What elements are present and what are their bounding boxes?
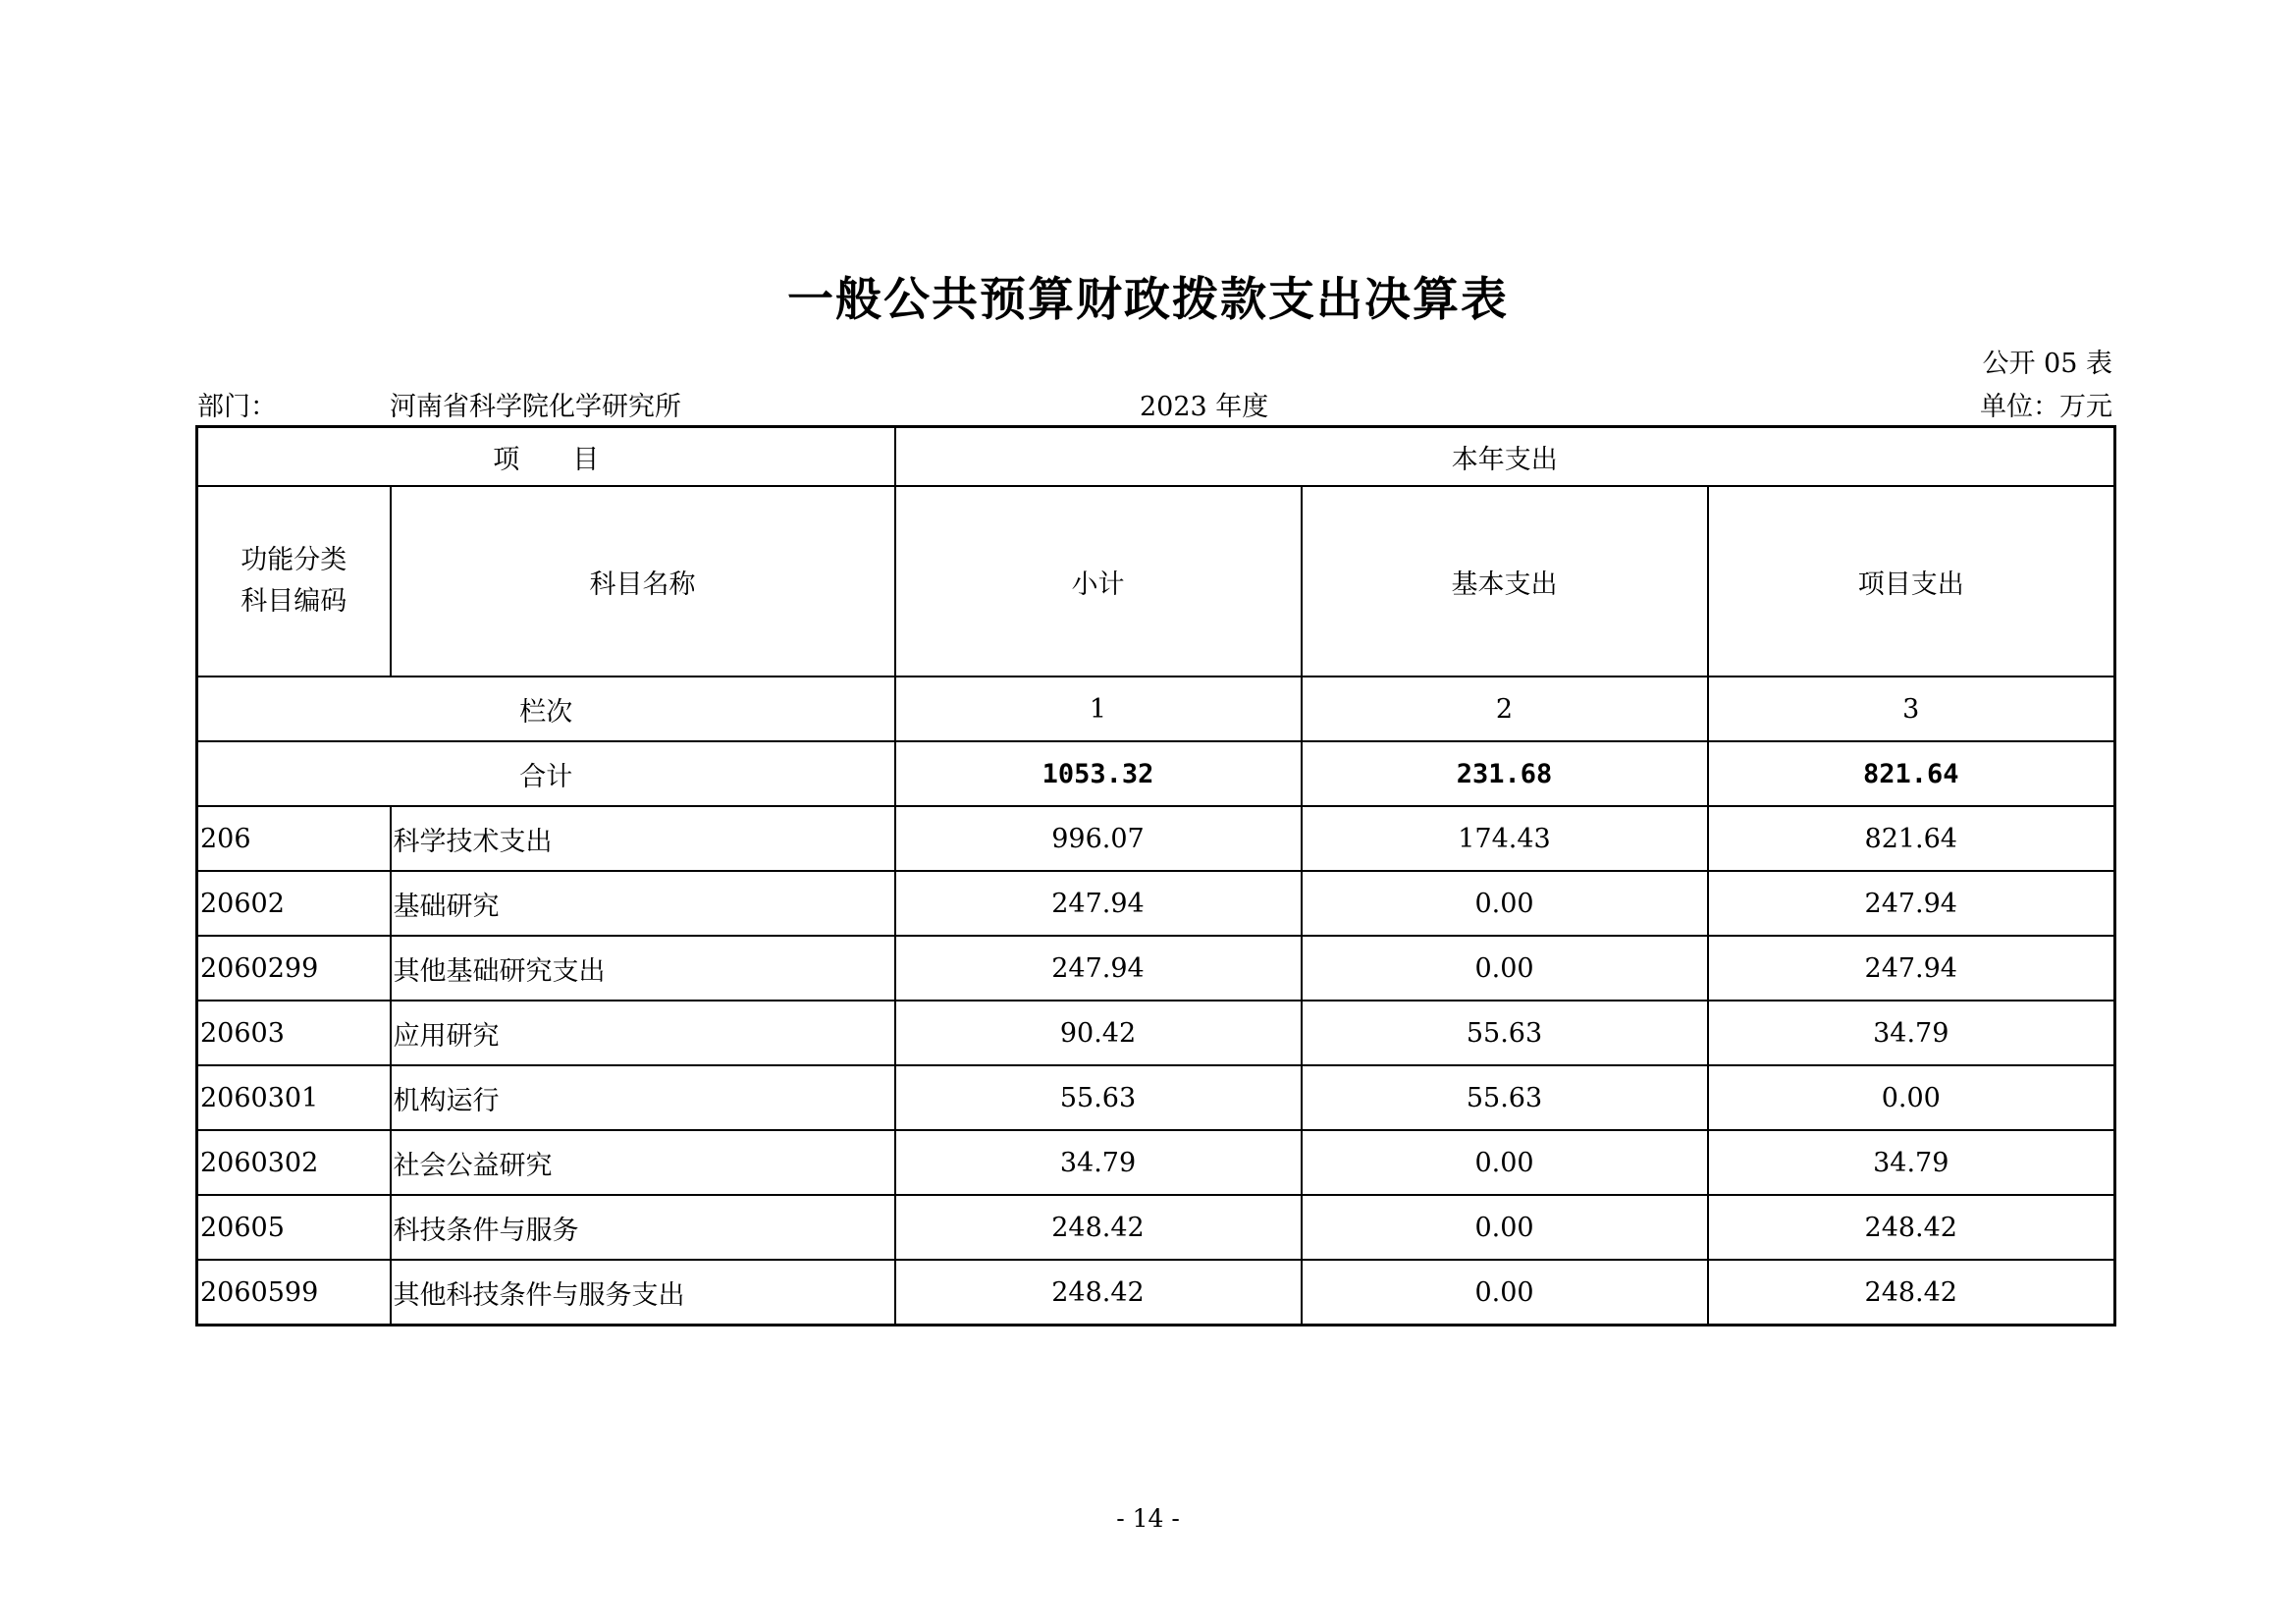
header-row-1: [197, 427, 2115, 487]
row-name: 基础研究: [391, 871, 895, 936]
row-basic: 55.63: [1302, 1001, 1708, 1065]
form-code: 公开 05 表: [1982, 349, 2112, 379]
table-row: [197, 1260, 2115, 1326]
table-row: [197, 1065, 2115, 1130]
header-current-year-expense: 本年支出: [895, 427, 2115, 487]
row-project: 34.79: [1708, 1001, 2115, 1065]
row-code: 2060302: [197, 1130, 391, 1195]
row-subtotal: 247.94: [895, 871, 1302, 936]
row-subtotal: 248.42: [895, 1195, 1302, 1260]
row-code: 20603: [197, 1001, 391, 1065]
total-subtotal: 1053.32: [895, 741, 1302, 806]
currency-unit: 单位：万元: [1980, 392, 2112, 422]
column-index-3: 3: [1708, 677, 2115, 741]
table-row: [197, 1195, 2115, 1260]
row-subtotal: 247.94: [895, 936, 1302, 1001]
row-project: 248.42: [1708, 1195, 2115, 1260]
column-index-2: 2: [1302, 677, 1708, 741]
row-subtotal: 996.07: [895, 806, 1302, 871]
department-label: 部门：: [197, 392, 277, 422]
header-project: 项目支出: [1708, 486, 2115, 677]
row-project: 0.00: [1708, 1065, 2115, 1130]
budget-table: [195, 425, 2116, 1326]
row-name: 科学技术支出: [391, 806, 895, 871]
row-name: 社会公益研究: [391, 1130, 895, 1195]
department-name: 河南省科学院化学研究所: [390, 392, 681, 422]
total-label: 合计: [197, 741, 895, 806]
row-project: 821.64: [1708, 806, 2115, 871]
row-basic: 55.63: [1302, 1065, 1708, 1130]
row-code: 206: [197, 806, 391, 871]
total-project: 821.64: [1708, 741, 2115, 806]
row-code: 20605: [197, 1195, 391, 1260]
header-subtotal: 小计: [895, 486, 1302, 677]
header-item: 项 目: [197, 427, 895, 487]
row-subtotal: 90.42: [895, 1001, 1302, 1065]
fiscal-year: 2023 年度: [1140, 392, 1269, 422]
row-name: 科技条件与服务: [391, 1195, 895, 1260]
table-row: [197, 1130, 2115, 1195]
row-subtotal: 248.42: [895, 1260, 1302, 1326]
row-basic: 0.00: [1302, 1195, 1708, 1260]
row-subtotal: 34.79: [895, 1130, 1302, 1195]
row-name: 机构运行: [391, 1065, 895, 1130]
row-name: 应用研究: [391, 1001, 895, 1065]
row-project: 247.94: [1708, 871, 2115, 936]
row-name: 其他基础研究支出: [391, 936, 895, 1001]
table-row: [197, 806, 2115, 871]
page-number: - 14 -: [1116, 1504, 1180, 1533]
column-index-row: [197, 677, 2115, 741]
row-basic: 0.00: [1302, 936, 1708, 1001]
row-project: 247.94: [1708, 936, 2115, 1001]
page-title: 一般公共预算财政拨款支出决算表: [787, 273, 1509, 327]
total-basic: 231.68: [1302, 741, 1708, 806]
header-code-line2: 科目编码: [240, 586, 347, 617]
column-index-1: 1: [895, 677, 1302, 741]
row-code: 2060299: [197, 936, 391, 1001]
row-name: 其他科技条件与服务支出: [391, 1260, 895, 1326]
row-code: 20602: [197, 871, 391, 936]
row-basic: 0.00: [1302, 1130, 1708, 1195]
header-basic: 基本支出: [1302, 486, 1708, 677]
table-row: [197, 936, 2115, 1001]
header-row-2: [197, 486, 2115, 677]
column-index-label: 栏次: [197, 677, 895, 741]
table-row: [197, 871, 2115, 936]
row-code: 2060599: [197, 1260, 391, 1326]
row-basic: 0.00: [1302, 871, 1708, 936]
row-project: 248.42: [1708, 1260, 2115, 1326]
row-code: 2060301: [197, 1065, 391, 1130]
total-row: [197, 741, 2115, 806]
header-function-code: [197, 486, 391, 677]
header-code-line1: 功能分类: [240, 545, 347, 575]
header-subject-name: 科目名称: [391, 486, 895, 677]
row-subtotal: 55.63: [895, 1065, 1302, 1130]
table-row: [197, 1001, 2115, 1065]
row-basic: 174.43: [1302, 806, 1708, 871]
row-project: 34.79: [1708, 1130, 2115, 1195]
row-basic: 0.00: [1302, 1260, 1708, 1326]
